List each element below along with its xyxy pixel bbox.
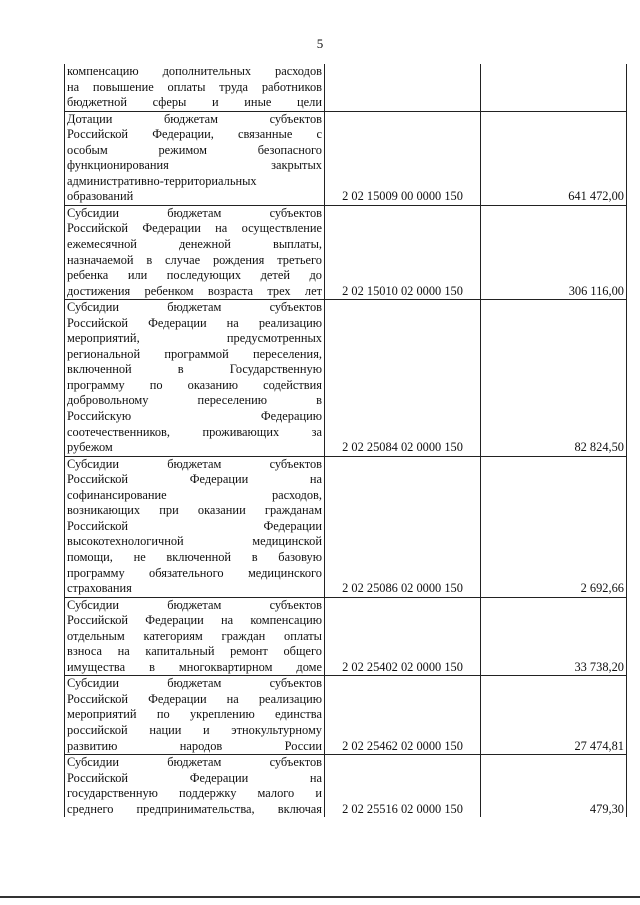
revenue-name-cell	[65, 300, 325, 456]
revenue-name-line: развитию народов России	[67, 738, 322, 753]
revenue-name-line: Субсидии бюджетам субъектов	[67, 597, 322, 612]
revenue-name-line: Российской Федерации	[67, 518, 322, 533]
table-row	[65, 205, 627, 299]
table-row	[65, 676, 627, 755]
revenue-name-line: компенсацию дополнительных расходов	[67, 64, 322, 78]
table-row	[65, 300, 627, 456]
table-row	[65, 64, 627, 111]
amount-value: 2 692,66	[481, 456, 627, 597]
revenue-name-line: имущества в многоквартирном доме	[67, 659, 322, 674]
amount-value	[481, 64, 627, 111]
budget-classification-code	[325, 64, 481, 111]
page-bottom-rule	[0, 896, 640, 898]
revenue-name-line: Дотации бюджетам субъектов	[67, 111, 322, 126]
revenue-name-cell	[65, 597, 325, 676]
revenue-name-line: программу по оказанию содействия	[67, 377, 322, 392]
revenue-name-line: мероприятий по укреплению единства	[67, 707, 322, 722]
revenue-name-line: бюджетной сферы и иные цели	[67, 95, 322, 110]
revenue-name-line: Российской Федерации на осуществление	[67, 221, 322, 236]
amount-value: 27 474,81	[481, 676, 627, 755]
revenue-name-line: государственную поддержку малого и	[67, 786, 322, 801]
budget-classification-code: 2 02 25462 02 0000 150	[325, 676, 481, 755]
budget-classification-code: 2 02 25086 02 0000 150	[325, 456, 481, 597]
revenue-name-cell	[65, 205, 325, 299]
revenue-name-line: Субсидии бюджетам субъектов	[67, 300, 322, 315]
revenue-name-line: назначаемой в случае рождения третьего	[67, 252, 322, 267]
table-body	[65, 64, 627, 817]
revenue-name-line: взноса на капитальный ремонт общего	[67, 644, 322, 659]
revenue-name-line: Субсидии бюджетам субъектов	[67, 205, 322, 220]
revenue-name-line: образований	[67, 189, 134, 204]
revenue-name-line: соотечественников, проживающих за	[67, 424, 322, 439]
revenue-name-line: страхования	[67, 581, 132, 596]
revenue-name-line: административно-территориальных	[67, 173, 257, 188]
budget-classification-code: 2 02 25084 02 0000 150	[325, 300, 481, 456]
revenue-name-line: Российской Федерации на реализацию	[67, 691, 322, 706]
table-row	[65, 597, 627, 676]
revenue-name-line: среднего предпринимательства, включая	[67, 801, 322, 816]
revenue-name-line: Субсидии бюджетам субъектов	[67, 676, 322, 691]
table-row	[65, 111, 627, 205]
revenue-name-line: Российской Федерации, связанные с	[67, 127, 322, 142]
revenue-name-line: функционирования закрытых	[67, 158, 322, 173]
revenue-name-cell	[65, 755, 325, 818]
budget-classification-code: 2 02 15009 00 0000 150	[325, 111, 481, 205]
revenue-name-line: особым режимом безопасного	[67, 142, 322, 157]
revenue-name-line: российской нации и этнокультурному	[67, 722, 322, 737]
revenue-name-cell	[65, 676, 325, 755]
amount-value: 479,30	[481, 755, 627, 818]
revenue-name-line: отдельным категориям граждан оплаты	[67, 628, 322, 643]
budget-classification-code: 2 02 15010 02 0000 150	[325, 205, 481, 299]
table-row	[65, 755, 627, 818]
budget-classification-code: 2 02 25402 02 0000 150	[325, 597, 481, 676]
revenue-name-line: Российской Федерации на компенсацию	[67, 613, 322, 628]
page-number: 5	[316, 36, 324, 51]
amount-value: 306 116,00	[481, 205, 627, 299]
amount-value: 641 472,00	[481, 111, 627, 205]
revenue-name-line: Российской Федерации на	[67, 770, 322, 785]
table-row	[65, 456, 627, 597]
revenue-name-line: Российской Федерации на реализацию	[67, 315, 322, 330]
budget-classification-code: 2 02 25516 02 0000 150	[325, 755, 481, 818]
revenue-name-line: возникающих при оказании гражданам	[67, 503, 322, 518]
revenue-name-line: мероприятий, предусмотренных	[67, 331, 322, 346]
revenue-name-cell	[65, 64, 325, 111]
revenue-name-cell	[65, 111, 325, 205]
revenue-name-line: программу обязательного медицинского	[67, 565, 322, 580]
revenue-name-line: ежемесячной денежной выплаты,	[67, 237, 322, 252]
revenue-name-line: ребенка или последующих детей до	[67, 268, 322, 283]
revenue-name-line: Российской Федерации на	[67, 472, 322, 487]
revenue-name-line: достижения ребенком возраста трех лет	[67, 283, 322, 298]
amount-value: 82 824,50	[481, 300, 627, 456]
revenue-name-line: помощи, не включенной в базовую	[67, 549, 322, 564]
revenue-name-cell	[65, 456, 325, 597]
revenue-name-line: софинансирование расходов,	[67, 487, 322, 502]
budget-revenue-table	[64, 64, 627, 817]
revenue-name-line: региональной программой переселения,	[67, 346, 322, 361]
revenue-name-line: добровольному переселению в	[67, 393, 322, 408]
revenue-name-line: высокотехнологичной медицинской	[67, 534, 322, 549]
revenue-name-line: Субсидии бюджетам субъектов	[67, 755, 322, 770]
revenue-name-line: Субсидии бюджетам субъектов	[67, 456, 322, 471]
amount-value: 33 738,20	[481, 597, 627, 676]
revenue-name-line: Российскую Федерацию	[67, 409, 322, 424]
revenue-name-line: включенной в Государственную	[67, 362, 322, 377]
revenue-name-line: рубежом	[67, 440, 113, 455]
revenue-name-line: на повышение оплаты труда работников	[67, 79, 322, 94]
